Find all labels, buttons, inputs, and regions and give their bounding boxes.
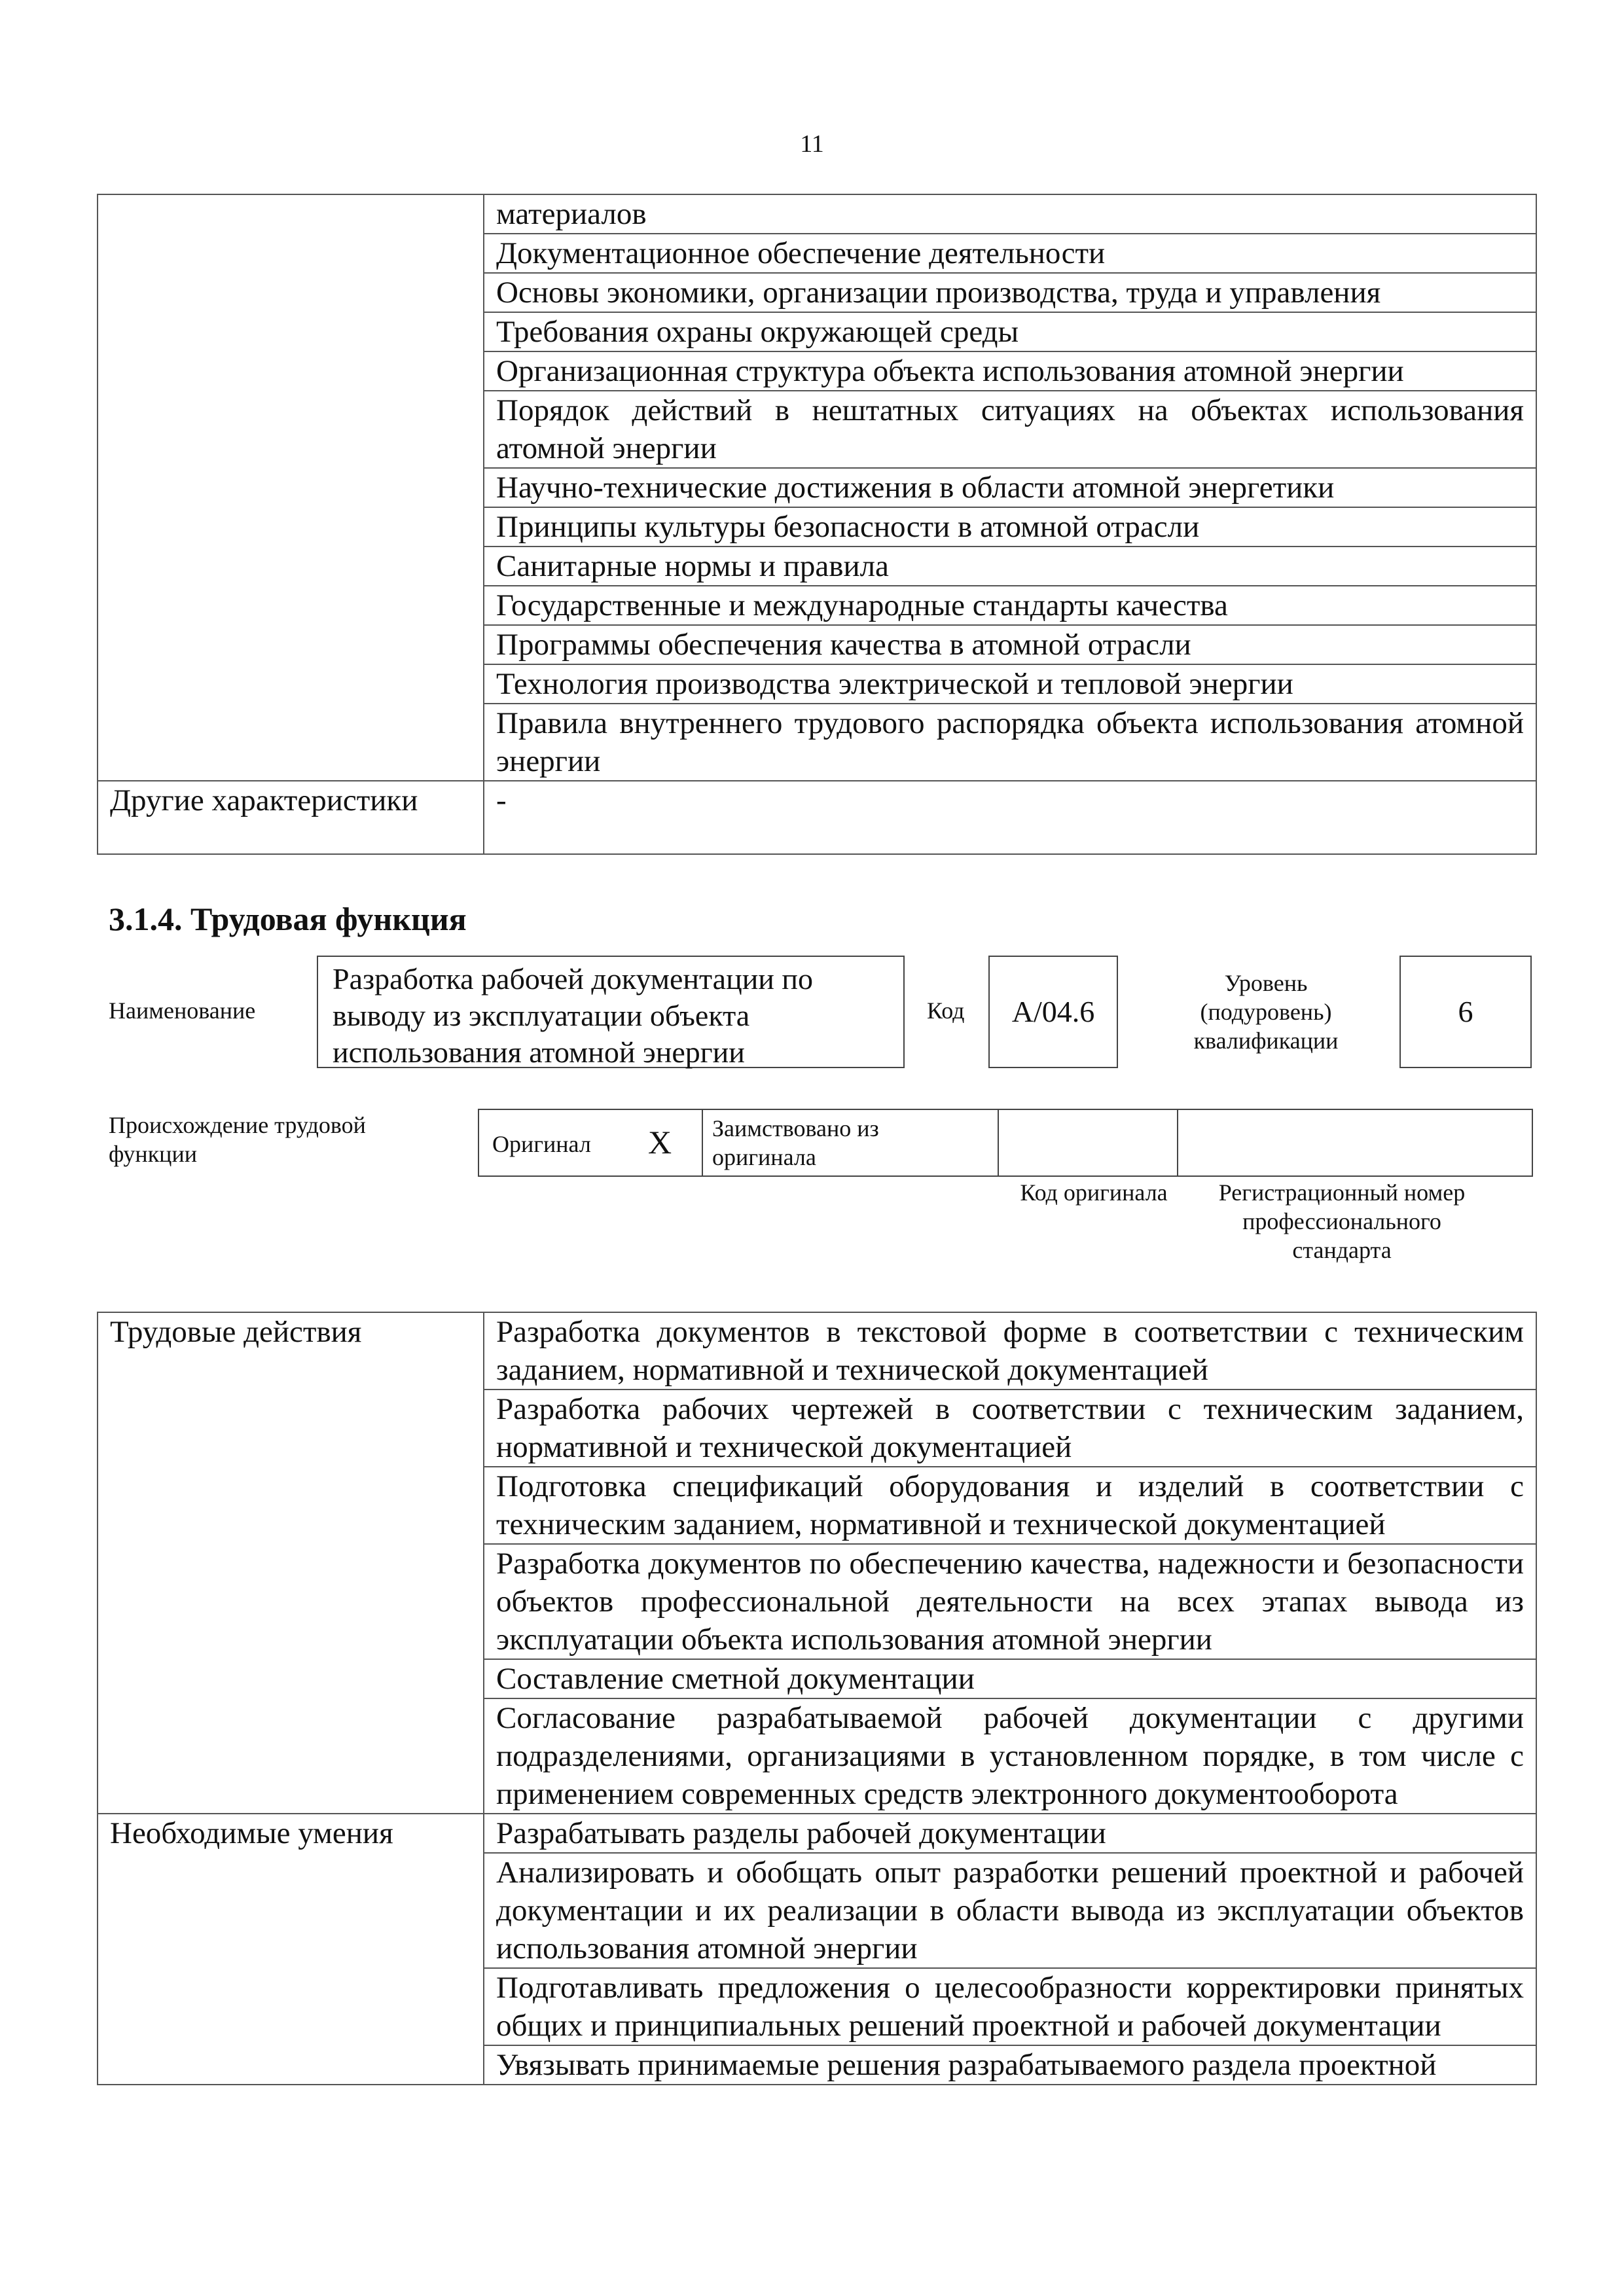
knowledge-item: Научно-технические достижения в области атомной энергетики [484,468,1536,507]
other-characteristics-value: - [484,781,1536,854]
knowledge-table [97,194,1537,855]
actions-table [97,1312,1537,2085]
labor-action: Разработка документов по обеспечению качества, надежности и безопасности объектов профессиональной деятельности на всех этапах вывода из эксплуатации объекта использования атомной энергии [484,1544,1536,1659]
knowledge-item: Документационное обеспечение деятельности [484,234,1536,273]
code-label: Код [927,997,965,1024]
original-label: Оригинал [492,1131,591,1157]
page-number: 11 [800,130,824,158]
labor-action: Согласование разрабатываемой рабочей документации с другими подразделениями, организациями в установленном порядке, в том числе с применением современных средств электронного документооборота [484,1698,1536,1814]
level-label: Уровень (подуровень) квалификации [1193,970,1339,1054]
knowledge-item: Государственные и международные стандарты качества [484,586,1536,625]
origin-divider [1177,1110,1178,1177]
knowledge-item: Принципы культуры безопасности в атомной отрасли [484,507,1536,547]
code-value: А/04.6 [988,956,1118,1068]
borrowed-label: Заимствовано из оригинала [712,1115,879,1170]
knowledge-item: Основы экономики, организации производства, труда и управления [484,273,1536,312]
labor-actions-label: Трудовые действия [98,1312,484,1814]
required-skill: Подготавливать предложения о целесообразности корректировки принятых общих и принципиальных решений проектной и рабочей документации [484,1968,1536,2045]
origin-divider [998,1110,999,1177]
name-label: Наименование [109,997,256,1024]
required-skill: Увязывать принимаемые решения разрабатываемого раздела проектной [484,2045,1536,2085]
knowledge-item: Технология производства электрической и тепловой энергии [484,664,1536,704]
origin-label: Происхождение трудовой функции [109,1112,366,1167]
original-mark: X [648,1124,672,1160]
labor-action: Разработка документов в текстовой форме в соответствии с техническим заданием, нормативной и технической документацией [484,1312,1536,1390]
labor-action: Разработка рабочих чертежей в соответствии с техническим заданием, нормативной и технической документацией [484,1390,1536,1467]
level-value: 6 [1399,956,1532,1068]
labor-action: Составление сметной документации [484,1659,1536,1698]
knowledge-item: материалов [484,194,1536,234]
knowledge-item: Порядок действий в нештатных ситуациях на объектах использования атомной энергии [484,391,1536,468]
knowledge-item: Санитарные нормы и правила [484,547,1536,586]
knowledge-item: Программы обеспечения качества в атомной отрасли [484,625,1536,664]
other-characteristics-label: Другие характеристики [98,781,484,854]
knowledge-item: Правила внутреннего трудового распорядка объекта использования атомной энергии [484,704,1536,781]
code-original-caption: Код оригинала [1020,1179,1168,1206]
origin-divider [702,1110,703,1177]
origin-row [478,1109,1533,1177]
required-skill: Разрабатывать разделы рабочей документации [484,1814,1536,1853]
registration-number-caption: Регистрационный номер профессионального стандарта [1218,1179,1466,1263]
knowledge-item: Организационная структура объекта использования атомной энергии [484,351,1536,391]
required-skills-label: Необходимые умения [98,1814,484,2085]
required-skill: Анализировать и обобщать опыт разработки решений проектной и рабочей документации и их реализации в области вывода из эксплуатации объектов использования атомной энергии [484,1853,1536,1968]
section-heading: 3.1.4. Трудовая функция [109,901,467,937]
knowledge-label-cell [98,194,484,781]
function-name-box: Разработка рабочей документации по выводу из эксплуатации объекта использования атомной энергии [317,956,905,1068]
knowledge-item: Требования охраны окружающей среды [484,312,1536,351]
labor-action: Подготовка спецификаций оборудования и изделий в соответствии с техническим заданием, нормативной и технической документацией [484,1467,1536,1544]
